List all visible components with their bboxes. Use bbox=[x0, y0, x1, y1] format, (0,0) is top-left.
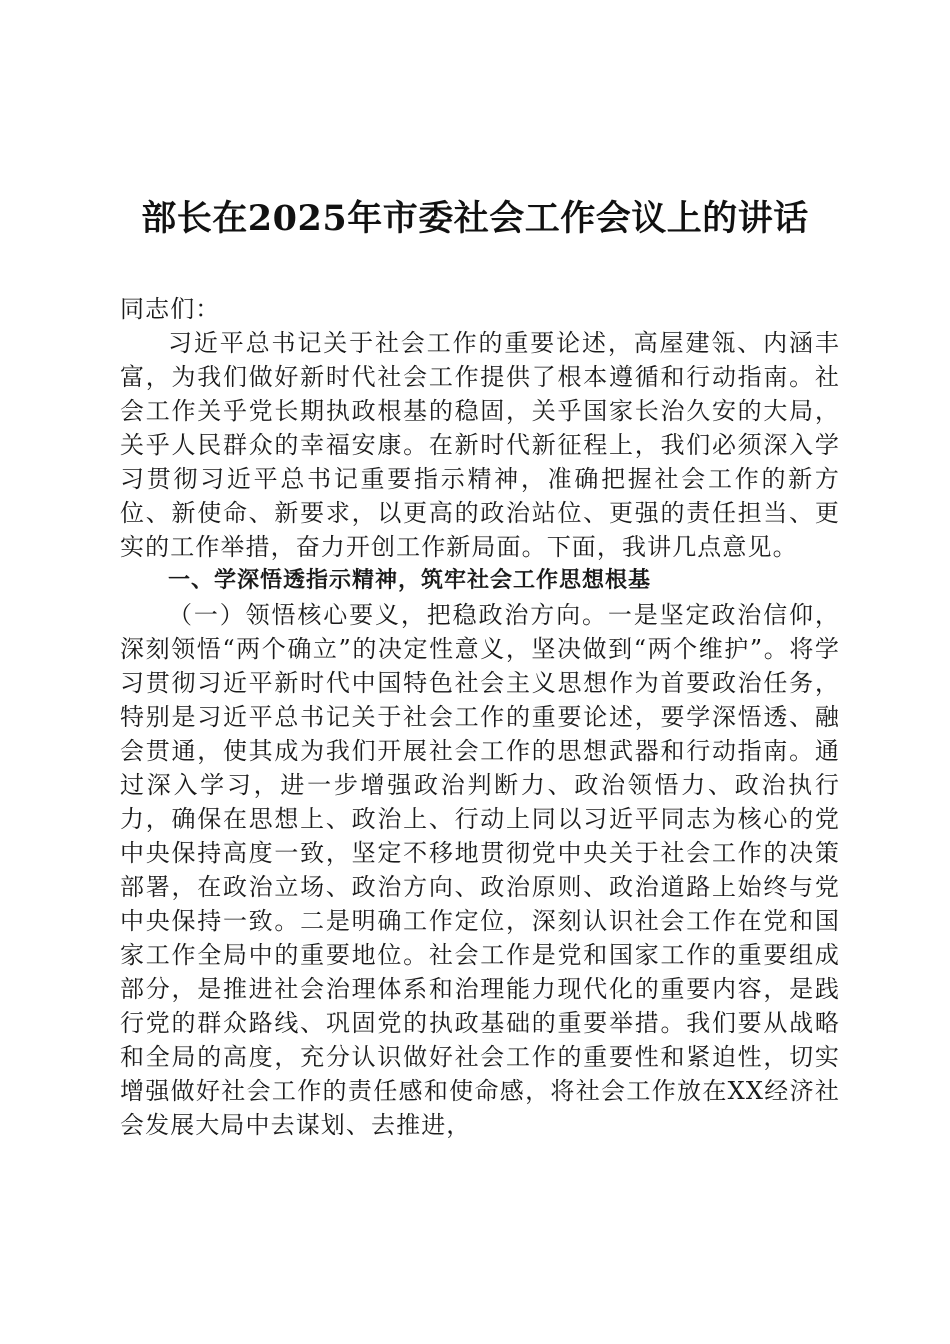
section-1-paragraph-1: （一）领悟核心要义，把稳政治方向。一是坚定政治信仰，深刻领悟“两个确立”的决定性意义，坚决做到“两个维护”。将学习贯彻习近平新时代中国特色社会主义思想作为首要政治任务，特别是习近平总书记关于社会工作的重要论述，要学深悟透、融会贯通，使其成为我们开展社会工作的思想武器和行动指南。通过深入学习，进一步增强政治判断力、政治领悟力、政治执行力，确保在思想上、政治上、行动上同以习近平同志为核心的党中央保持高度一致，坚定不移地贯彻党中央关于社会工作的决策部署，在政治立场、政治方向、政治原则、政治道路上始终与党中央保持一致。二是明确工作定位，深刻认识社会工作在党和国家工作全局中的重要地位。社会工作是党和国家工作的重要组成部分，是推进社会治理体系和治理能力现代化的重要内容，是践行党的群众路线、巩固党的执政基础的重要举措。我们要从战略和全局的高度，充分认识做好社会工作的重要性和紧迫性，切实增强做好社会工作的责任感和使命感，将社会工作放在XX经济社会发展大局中去谋划、去推进， bbox=[120, 601, 840, 1139]
section-heading-1: 一、学深悟透指示精神，筑牢社会工作思想根基 bbox=[168, 568, 652, 593]
document-title: 部长在2025年市委社会工作会议上的讲话 bbox=[141, 198, 809, 239]
salutation: 同志们： bbox=[120, 295, 221, 323]
document-body bbox=[120, 292, 840, 1142]
intro-paragraph: 习近平总书记关于社会工作的重要论述，高屋建瓴、内涵丰富，为我们做好新时代社会工作提供了根本遵循和行动指南。社会工作关乎党长期执政根基的稳固，关乎国家长治久安的大局，关乎人民群众的幸福安康。在新时代新征程上，我们必须深入学习贯彻习近平总书记重要指示精神，准确把握社会工作的新方位、新使命、新要求，以更高的政治站位、更强的责任担当、更实的工作举措，奋力开创工作新局面。下面，我讲几点意见。 bbox=[120, 329, 840, 561]
